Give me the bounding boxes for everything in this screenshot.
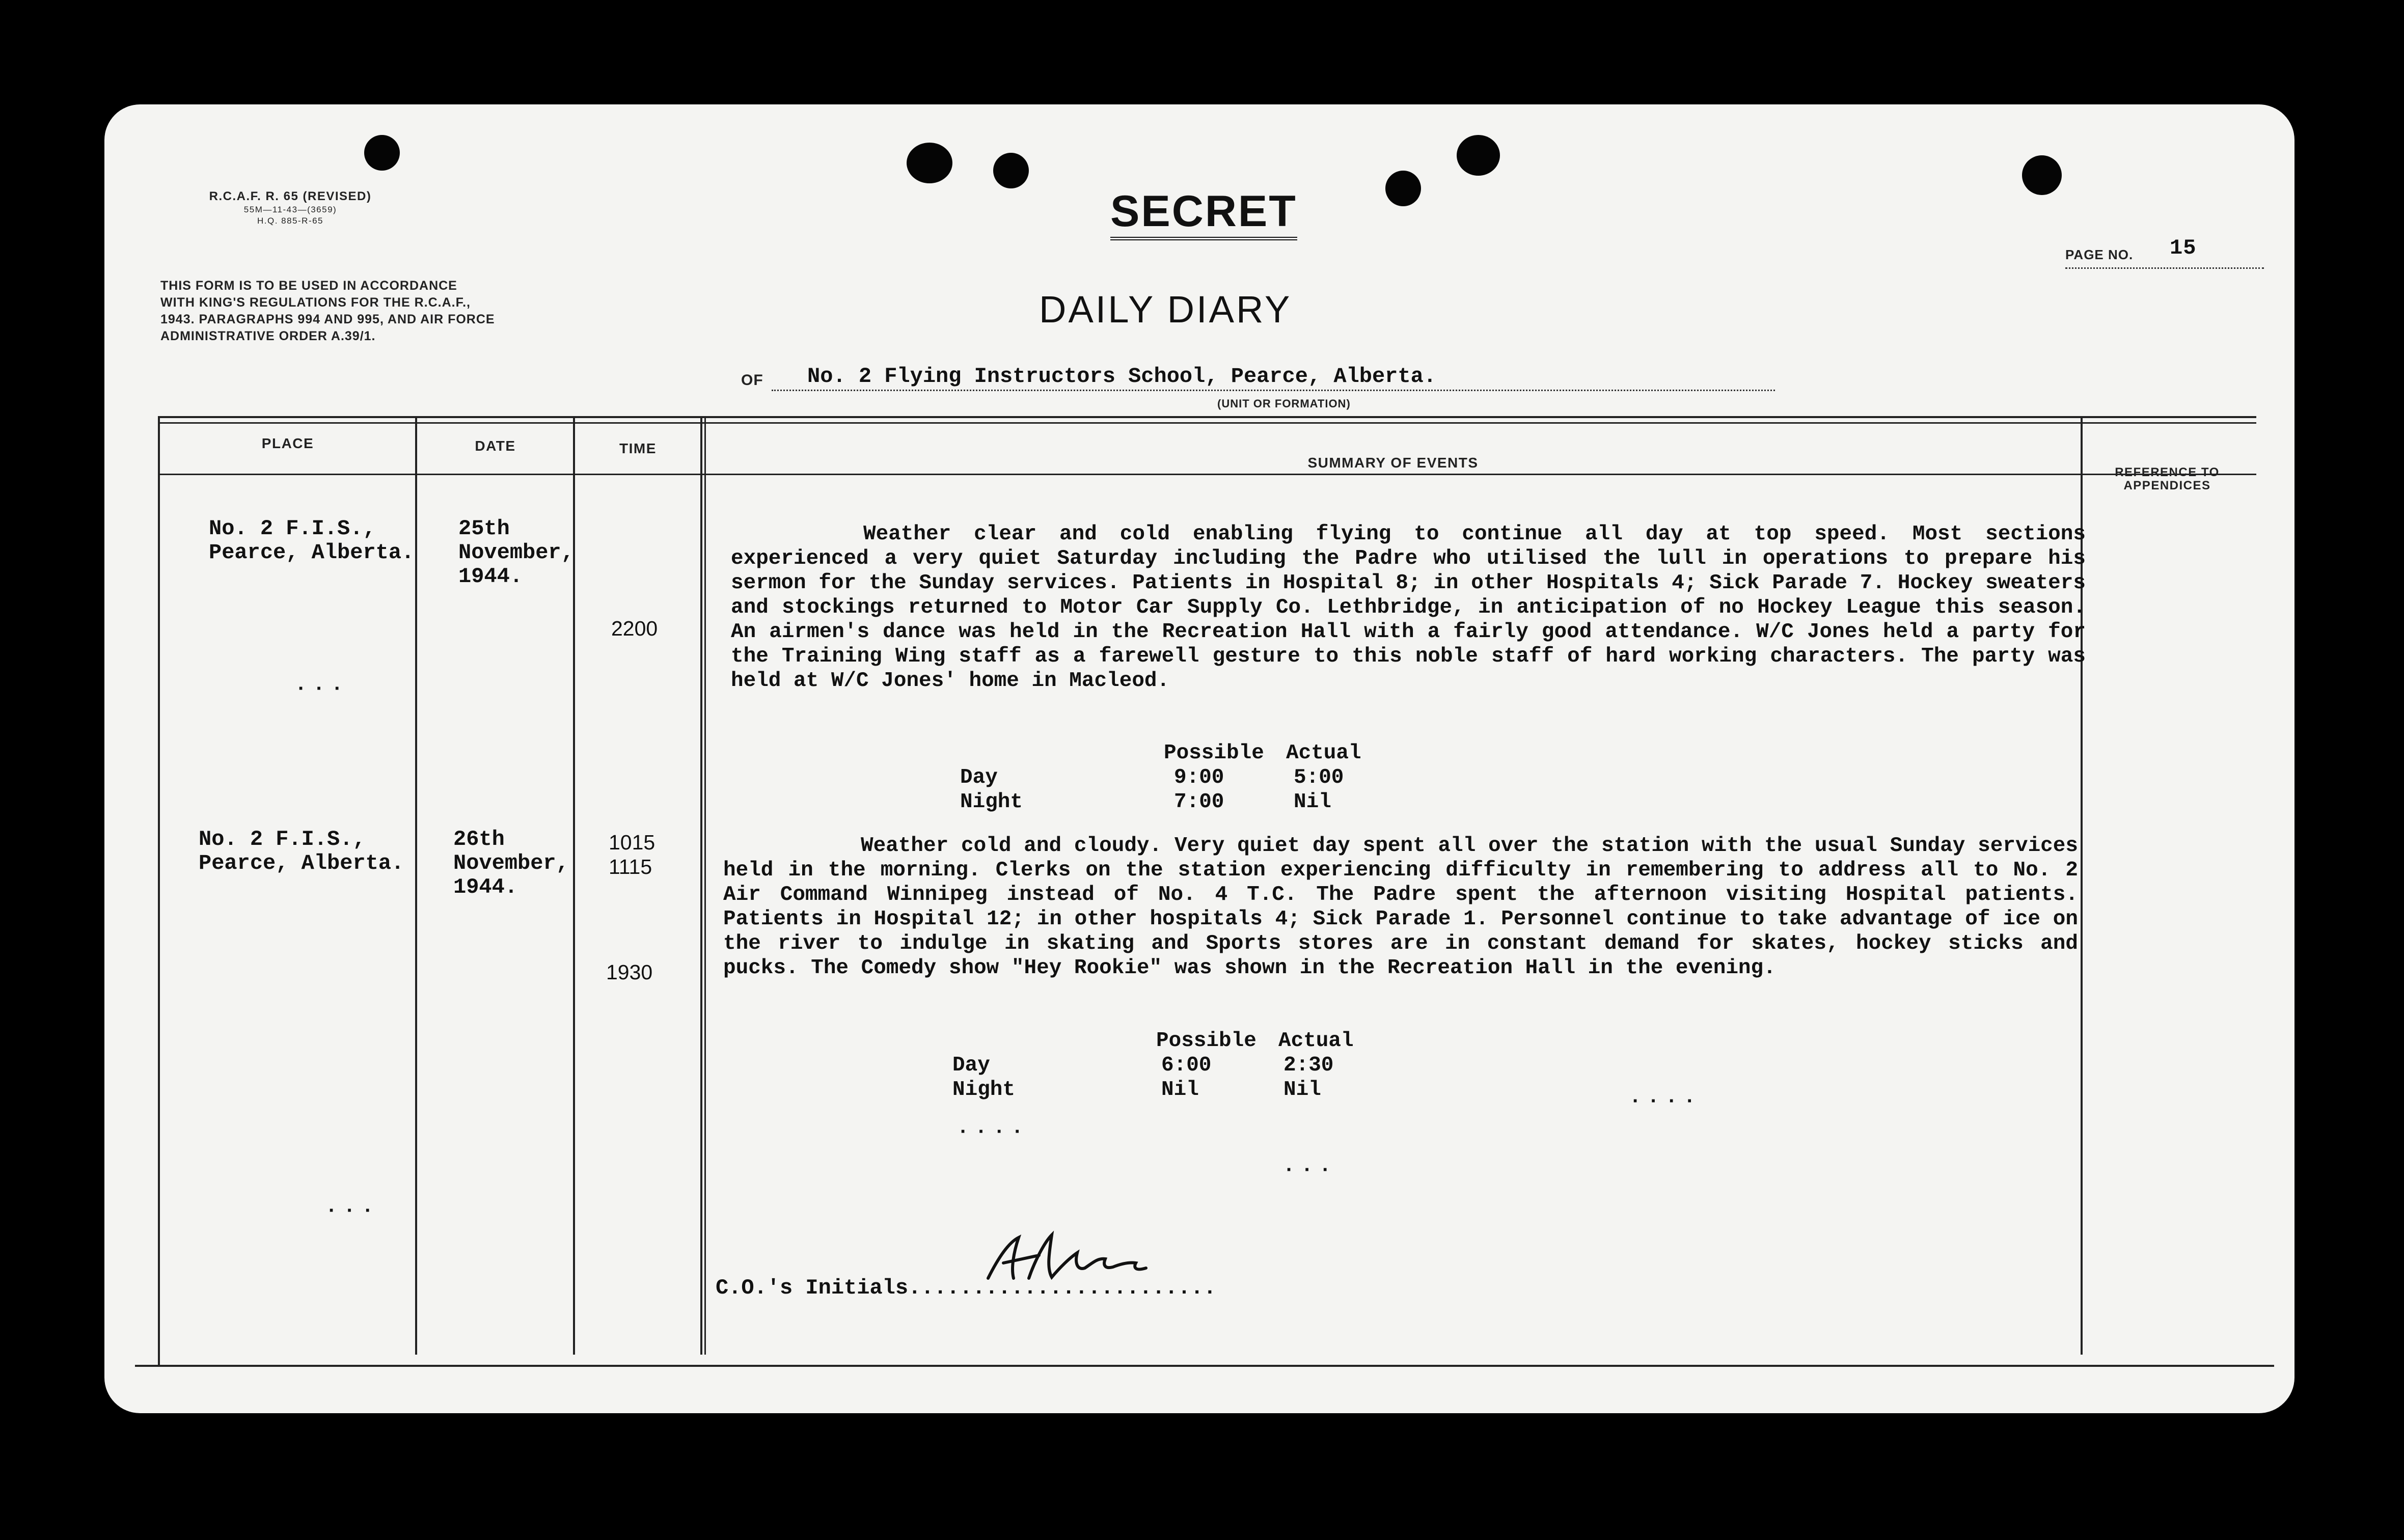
night-actual: Nil: [1283, 1078, 1321, 1102]
day-label: Day: [952, 1054, 990, 1077]
column-rule: [415, 418, 417, 1355]
possible-header: Possible: [1164, 741, 1264, 765]
regulations-line: 1943. PARAGRAPHS 994 AND 995, AND AIR FORCE: [160, 312, 495, 326]
punch-hole: [2022, 155, 2062, 195]
column-header-place: PLACE: [261, 435, 314, 451]
page-number-field: [2065, 236, 2264, 269]
night-possible: 7:00: [1174, 790, 1224, 814]
hq-reference: H.Q. 885-R-65: [257, 216, 324, 226]
column-rule: [704, 418, 706, 1355]
column-header-time: TIME: [619, 441, 657, 456]
of-label: OF: [741, 372, 763, 389]
column-rule: [700, 418, 702, 1355]
entry-place: No. 2 F.I.S., Pearce, Alberta.: [209, 516, 415, 565]
entry-time: 1015: [609, 831, 655, 854]
co-signature: [983, 1227, 1156, 1288]
print-code: 55M—11-43—(3659): [243, 205, 337, 214]
stray-marks: · · · ·: [1632, 1090, 1693, 1112]
entry-time: 2200: [611, 617, 658, 640]
entry-date: 25th November, 1944.: [458, 516, 574, 589]
table-top-rule: [158, 416, 2256, 418]
entry-time: 1930: [606, 960, 653, 984]
possible-header: Possible: [1156, 1029, 1256, 1053]
regulations-line: WITH KING'S REGULATIONS FOR THE R.C.A.F.,: [160, 295, 471, 310]
classification-marking: SECRET: [1110, 186, 1297, 240]
day-label: Day: [960, 766, 998, 789]
regulations-note: [160, 278, 558, 345]
page-number: 15: [2170, 236, 2197, 260]
entry-place: No. 2 F.I.S., Pearce, Alberta.: [199, 827, 404, 875]
column-header-reference: REFERENCE TO APPENDICES: [2115, 465, 2220, 492]
punch-hole: [907, 143, 952, 183]
document-title: DAILY DIARY: [1039, 288, 1292, 331]
page-number-label: PAGE NO.: [2065, 247, 2134, 262]
entry-summary: Weather clear and cold enabling flying to continue all day at top speed. Most sections experienced a very quiet Saturday including the Padre who utilised the lull in operations to prepare his sermon for the Sunday services. Patients in Hospital 8; in other Hospitals 4; Sick Parade 7. Hockey sweaters and stockings returned to Motor Car Supply Co. Lethbridge, in anticipation of no Hockey League this season. An airmen's dance was held in the Recreation Hall with a fairly good attendance. W/C Jones held a party for the Training Wing staff as a farewell gesture to this noble staff of hard working characters. The party was held at W/C Jones' home in Macleod.: [731, 522, 2086, 693]
column-header-summary: SUMMARY OF EVENTS: [1307, 455, 1479, 471]
entry-summary: Weather cold and cloudy. Very quiet day spent all over the station with the usual Sunday services held in the morning. Clerks on the station experiencing difficulty in remembering to address all to No. 2 Air Command Winnipeg instead of No. 4 T.C. The Padre spent the afternoon visiting Hospital patients. Patients in Hospital 12; in other hospitals 4; Sick Parade 1. Personnel continue to take advantage of ice on the river to indulge in skating and Sports stores are in constant demand for skates, hockey sticks and pucks. The Comedy show "Hey Rookie" was shown in the Recreation Hall in the evening.: [723, 834, 2078, 980]
table-top-rule: [158, 422, 2256, 424]
unit-caption: (UNIT OR FORMATION): [1217, 397, 1351, 410]
punch-hole: [1457, 135, 1500, 176]
header-bottom-rule: [158, 474, 2256, 475]
actual-header: Actual: [1286, 741, 1361, 765]
entry-time: 1115: [609, 855, 652, 878]
day-actual: 2:30: [1283, 1054, 1334, 1077]
form-number: R.C.A.F. R. 65 (REVISED): [209, 189, 372, 203]
column-header-date: DATE: [475, 438, 516, 454]
co-initials-label: C.O.'s Initials: [716, 1276, 909, 1300]
punch-hole: [1385, 171, 1421, 206]
co-initials-dots: ........................: [908, 1276, 1216, 1300]
unit-underline: [772, 390, 1775, 391]
day-possible: 9:00: [1174, 766, 1224, 789]
stray-marks: · · ·: [298, 677, 341, 700]
punch-hole: [364, 135, 400, 171]
night-possible: Nil: [1161, 1078, 1199, 1102]
day-possible: 6:00: [1161, 1054, 1212, 1077]
entry-date: 26th November, 1944.: [453, 827, 569, 899]
actual-header: Actual: [1278, 1029, 1354, 1053]
unit-field: [741, 359, 1760, 410]
day-actual: 5:00: [1294, 766, 1344, 789]
flying-hours-table: [952, 1029, 1411, 1105]
punch-hole: [993, 153, 1029, 188]
diary-sheet: [104, 104, 2294, 1413]
stray-marks: · · ·: [329, 1199, 372, 1222]
stray-marks: · · · ·: [960, 1120, 1021, 1143]
flying-hours-table: [960, 741, 1418, 817]
table-bottom-rule: [135, 1365, 2274, 1367]
column-rule: [158, 418, 160, 1365]
form-number-block: [176, 188, 405, 227]
night-label: Night: [960, 790, 1023, 814]
regulations-line: ADMINISTRATIVE ORDER A.39/1.: [160, 329, 376, 343]
stray-marks: · · ·: [1286, 1159, 1329, 1181]
night-label: Night: [952, 1078, 1016, 1102]
unit-name: No. 2 Flying Instructors School, Pearce, Alberta.: [807, 364, 1437, 389]
night-actual: Nil: [1294, 790, 1331, 814]
regulations-line: THIS FORM IS TO BE USED IN ACCORDANCE: [160, 279, 457, 293]
